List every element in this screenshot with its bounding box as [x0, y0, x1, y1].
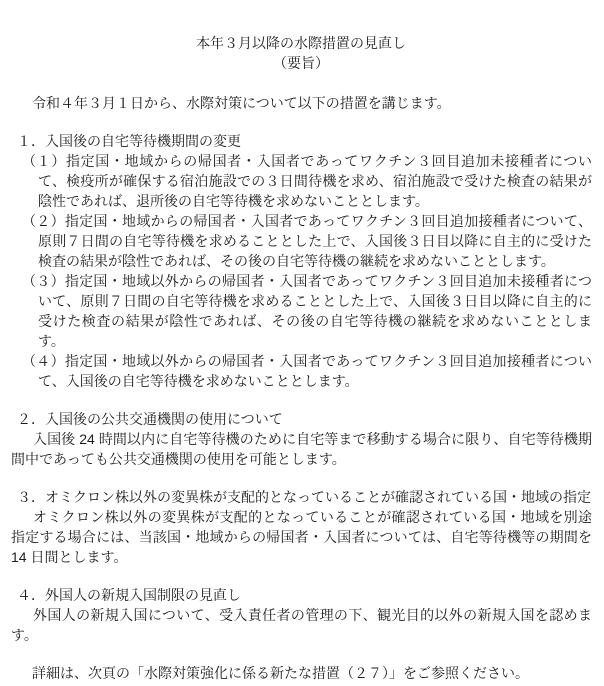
section-1-item-3: （３）指定国・地域以外からの帰国者・入国者であってワクチン３回目追加未接種者について、原則７日間の自宅等待機を求めることとした上で、入国後３日目以降に自主的に受けた検査の結果が陰性であれば、その後の自宅等待機の継続を求めないこととします。 — [22, 273, 592, 349]
section-public-transport — [10, 409, 592, 469]
section-1-heading: １．入国後の自宅等待機期間の変更 — [17, 133, 241, 149]
section-new-entry-restriction — [10, 585, 592, 645]
section-1-item-2: （２）指定国・地域からの帰国者・入国者であってワクチン３回目追加接種者について、原則７日間の自宅等待機を求めることとした上で、入国後３日目以降に自主的に受けた検査の結果が陰性であれば、その後の自宅等待機の継続を求めないこととします。 — [22, 213, 592, 269]
footer-note: 詳細は、次頁の「水際対策強化に係る新たな措置（２７）」をご参照ください。 — [32, 665, 529, 681]
section-1-item-4: （４）指定国・地域以外からの帰国者・入国者であってワクチン３回目追加接種者について、入国後の自宅等待機を求めないこととします。 — [22, 353, 592, 389]
section-4-body: 外国人の新規入国について、受入責任者の管理の下、観光目的以外の新規入国を認めます。 — [11, 607, 592, 643]
section-home-quarantine-period — [10, 131, 592, 391]
document-title: 本年３月以降の水際措置の見直し — [196, 35, 406, 51]
section-4-heading: ４．外国人の新規入国制限の見直し — [17, 587, 241, 603]
section-variant-designation — [10, 487, 592, 567]
section-1-item-1: （１）指定国・地域からの帰国者・入国者であってワクチン３回目追加未接種者について、検疫所が確保する宿泊施設での３日間待機を求め、宿泊施設で受けた検査の結果が陰性であれば、退所後の自宅等待機を求めないこととします。 — [22, 153, 592, 209]
section-2-body: 入国後 24 時間以内に自宅等待機のために自宅等まで移動する場合に限り、自宅等待機期間中であっても公共交通機関の使用を可能とします。 — [11, 431, 592, 467]
document-subtitle: （要旨） — [273, 55, 329, 71]
intro-paragraph: 令和４年３月１日から、水際対策について以下の措置を講じます。 — [32, 95, 451, 111]
section-2-heading: ２．入国後の公共交通機関の使用について — [17, 411, 283, 427]
section-3-body: オミクロン株以外の変異株が支配的となっていることが確認されている国・地域を別途指定する場合には、当該国・地域からの帰国者・入国者については、自宅等待機等の期間を 14 日間とします。 — [11, 509, 592, 565]
section-3-heading: ３．オミクロン株以外の変異株が支配的となっていることが確認されている国・地域の指定 — [17, 489, 591, 505]
